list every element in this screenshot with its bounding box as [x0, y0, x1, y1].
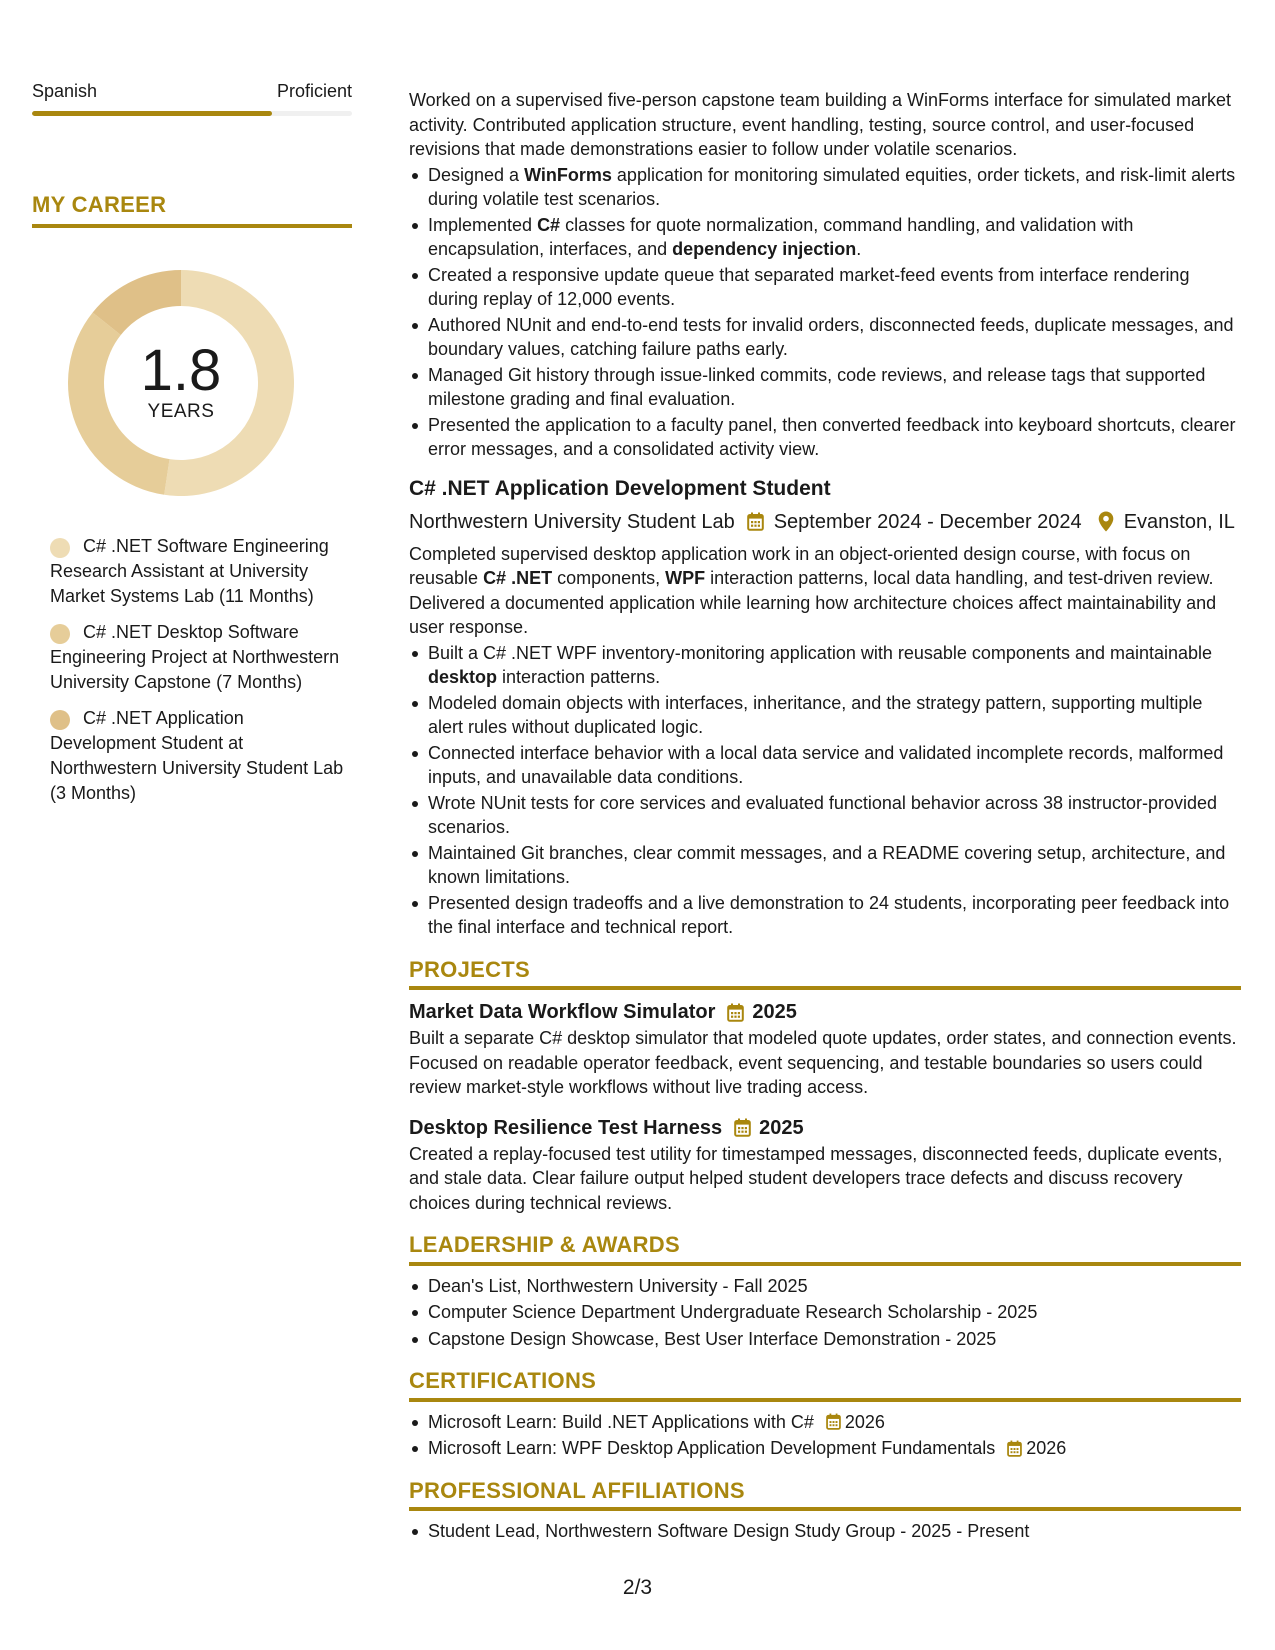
language-row — [32, 80, 352, 102]
career-donut-chart — [66, 268, 296, 498]
affiliations-list — [409, 1519, 1241, 1544]
location-pin-icon — [1098, 511, 1114, 532]
certifications-list — [409, 1410, 1241, 1461]
capstone-bullet: Designed a WinForms application for monitoring simulated equities, order tickets, and risk-limit alerts during volatile test scenarios. — [428, 163, 1241, 212]
project-entry — [409, 998, 1241, 1100]
career-legend-item — [50, 706, 352, 806]
certifications-heading: CERTIFICATIONS — [409, 1369, 1241, 1402]
calendar-icon — [826, 1413, 841, 1430]
project-title-row — [409, 1114, 1241, 1142]
job-organization: Northwestern University Student Lab — [409, 510, 735, 533]
job-bullets — [409, 641, 1241, 940]
capstone-bullet: Created a responsive update queue that separated market-feed events from interface rendering during replay of 12,000 events. — [428, 263, 1241, 312]
career-legend-item — [50, 620, 352, 695]
donut-center — [66, 268, 296, 498]
project-title: Desktop Resilience Test Harness — [409, 1116, 723, 1139]
projects-list — [409, 998, 1241, 1215]
leadership-heading: LEADERSHIP & AWARDS — [409, 1233, 1241, 1266]
language-level: Proficient — [276, 81, 352, 101]
legend-dot-icon — [50, 710, 70, 730]
job-meta — [409, 508, 1241, 536]
projects-heading: PROJECTS — [409, 958, 1241, 991]
affiliation-item: Student Lead, Northwestern Software Design Study Group - 2025 - Present — [428, 1519, 1241, 1544]
job-summary: Completed supervised desktop application work in an object-oriented design course, with focus on reusable C# .NET components, WPF interaction patterns, local data handling, and test-driven review. Delivered a documented application while learning how architecture choices affect maintainability and user response. — [409, 543, 1217, 637]
sidebar — [32, 80, 352, 817]
career-legend-label: C# .NET Desktop Software Engineering Project at Northwestern University Capstone (7 Months) — [50, 622, 340, 692]
language-proficiency-bar — [32, 111, 352, 116]
language-proficiency-fill — [32, 111, 272, 116]
career-years-value: 1.8 — [140, 338, 222, 403]
award-item: Dean's List, Northwestern University - Fall 2025 — [428, 1274, 1241, 1299]
project-year: 2025 — [759, 1116, 804, 1139]
job-dates: September 2024 - December 2024 — [773, 510, 1082, 533]
project-entry — [409, 1114, 1241, 1216]
career-years-unit: YEARS — [147, 401, 215, 422]
job-bullet: Modeled domain objects with interfaces, inheritance, and the strategy pattern, supporting multiple alert rules without duplicated logic. — [428, 691, 1241, 740]
capstone-bullet: Managed Git history through issue-linked commits, code reviews, and release tags that supported milestone grading and final evaluation. — [428, 363, 1241, 412]
project-description: Built a separate C# desktop simulator that modeled quote updates, order states, and connection events. Focused on readable operator feedback, event sequencing, and testable boundaries so users could review market-style workflows without live trading access. — [409, 1028, 1237, 1097]
page-number: 2/3 — [622, 1576, 653, 1599]
career-heading: MY CAREER — [32, 192, 352, 228]
leadership-list — [409, 1274, 1241, 1352]
job-bullet: Maintained Git branches, clear commit messages, and a README covering setup, architecture, and known limitations. — [428, 841, 1241, 890]
career-legend-label: C# .NET Software Engineering Research Assistant at University Market Systems Lab (11 Months) — [50, 536, 329, 606]
project-title-row — [409, 998, 1241, 1026]
job-bullet: Presented design tradeoffs and a live demonstration to 24 students, incorporating peer feedback into the final interface and technical report. — [428, 891, 1241, 940]
affiliations-heading: PROFESSIONAL AFFILIATIONS — [409, 1479, 1241, 1512]
job-bullet: Built a C# .NET WPF inventory-monitoring application with reusable components and maintainable desktop interaction patterns. — [428, 641, 1241, 690]
capstone-bullet: Implemented C# classes for quote normalization, command handling, and validation with encapsulation, interfaces, and dependency injection. — [428, 213, 1241, 262]
project-title: Market Data Workflow Simulator — [409, 1001, 716, 1023]
certification-name: Microsoft Learn: Build .NET Applications with C# — [428, 1411, 814, 1432]
job-bullet: Connected interface behavior with a local data service and validated incomplete records, malformed inputs, and unavailable data conditions. — [428, 741, 1241, 790]
legend-dot-icon — [50, 538, 70, 558]
project-year: 2025 — [752, 1001, 797, 1023]
legend-dot-icon — [50, 624, 70, 644]
calendar-icon — [747, 512, 764, 531]
certification-name: Microsoft Learn: WPF Desktop Application Development Fundamentals — [428, 1438, 996, 1458]
award-item: Computer Science Department Undergraduate Research Scholarship - 2025 — [428, 1300, 1241, 1325]
job-title: C# .NET Application Development Student — [409, 476, 831, 500]
main-column — [409, 88, 1241, 1546]
job-bullet: Wrote NUnit tests for core services and evaluated functional behavior across 38 instructor-provided scenarios. — [428, 791, 1241, 840]
capstone-bullet: Authored NUnit and end-to-end tests for invalid orders, disconnected feeds, duplicate messages, and boundary values, catching failure paths early. — [428, 313, 1241, 362]
calendar-icon — [734, 1118, 751, 1137]
certification-item — [428, 1410, 1241, 1435]
capstone-bullet: Presented the application to a faculty panel, then converted feedback into keyboard shortcuts, clearer error messages, and a consolidated activity view. — [428, 413, 1241, 462]
calendar-icon — [1007, 1440, 1022, 1457]
capstone-bullets — [409, 163, 1241, 462]
award-item: Capstone Design Showcase, Best User Interface Demonstration - 2025 — [428, 1327, 1241, 1352]
certification-year: 2026 — [1026, 1438, 1067, 1458]
certification-item — [428, 1436, 1241, 1461]
calendar-icon — [727, 1003, 744, 1022]
language-name: Spanish — [32, 81, 98, 101]
career-legend — [32, 534, 352, 806]
certification-year: 2026 — [844, 1411, 885, 1432]
career-legend-label: C# .NET Application Development Student at Northwestern University Student Lab (3 Months) — [50, 708, 344, 803]
job-location: Evanston, IL — [1123, 510, 1235, 533]
project-description: Created a replay-focused test utility for timestamped messages, disconnected feeds, duplicate events, and stale data. Clear failure output helped student developers trace defects and discuss recovery choices during technical reviews. — [409, 1143, 1223, 1213]
capstone-summary: Worked on a supervised five-person capstone team building a WinForms interface for simulated market activity. Contributed application structure, event handling, testing, source control, and user-focused revisions that made demonstrations easier to follow under volatile scenarios. — [409, 90, 1232, 159]
career-legend-item — [50, 534, 352, 609]
